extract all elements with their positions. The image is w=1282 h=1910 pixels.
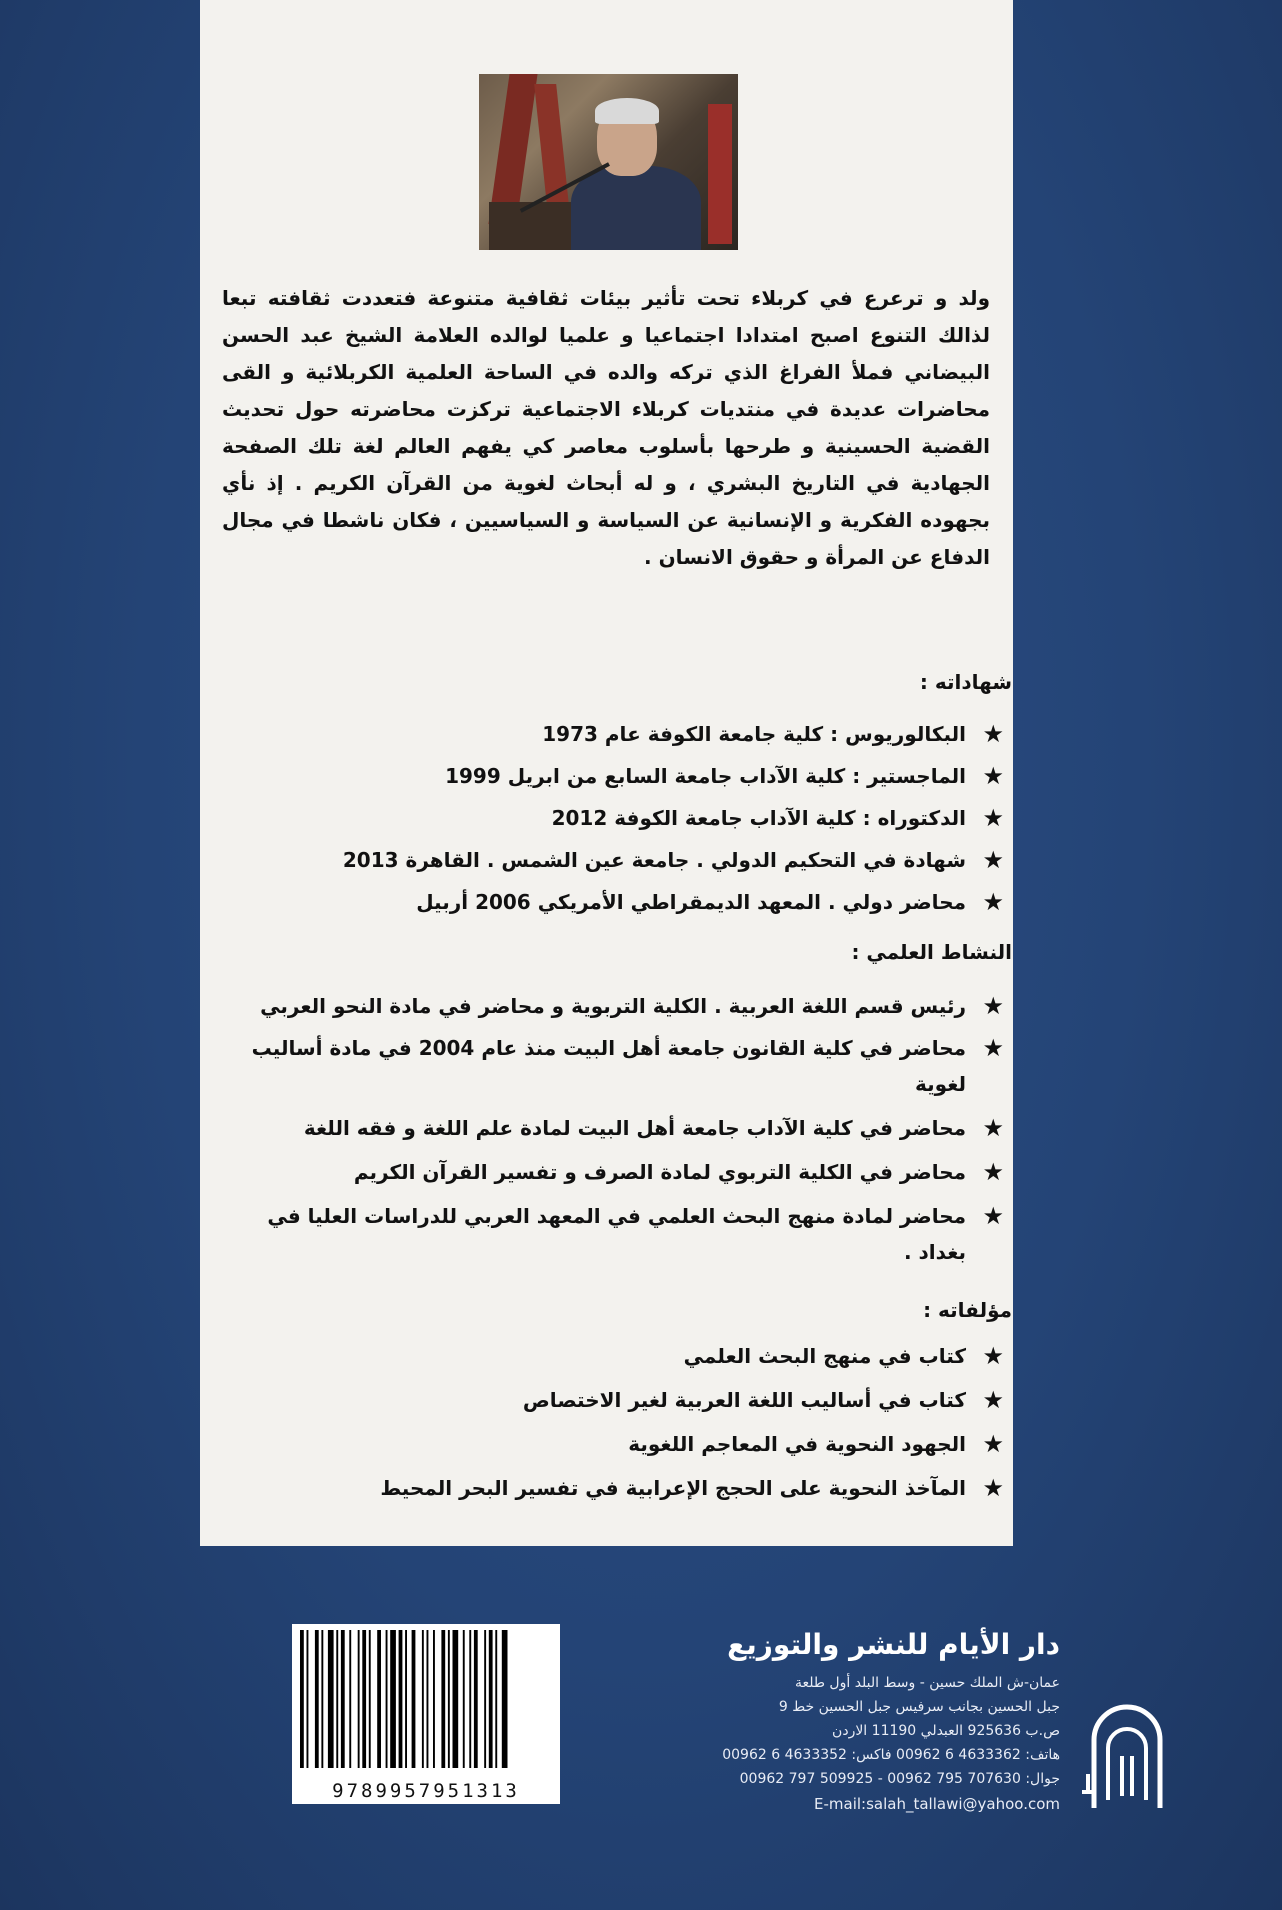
star-bullet-icon: ★ xyxy=(982,804,1004,832)
work-item: ★ كتاب في أساليب اللغة العربية لغير الاختصاص xyxy=(222,1382,1004,1418)
work-item: ★ الجهود النحوية في المعاجم اللغوية xyxy=(222,1426,1004,1462)
activity-item: ★ محاضر في كلية الآداب جامعة أهل البيت لمادة علم اللغة و فقه اللغة xyxy=(222,1110,1004,1146)
star-bullet-icon: ★ xyxy=(982,992,1004,1020)
star-bullet-icon: ★ xyxy=(982,762,1004,790)
star-bullet-icon: ★ xyxy=(982,720,1004,748)
work-item: ★ كتاب في منهج البحث العلمي xyxy=(222,1338,1004,1374)
degree-item: ★ الدكتوراه : كلية الآداب جامعة الكوفة 2012 xyxy=(222,800,1004,836)
degree-item: ★ شهادة في التحكيم الدولي . جامعة عين الشمس . القاهرة 2013 xyxy=(222,842,1004,878)
degrees-list xyxy=(222,716,1004,920)
star-bullet-icon: ★ xyxy=(982,1386,1004,1414)
star-bullet-icon: ★ xyxy=(982,1342,1004,1370)
publisher-email: E-mail:salah_tallawi@yahoo.com xyxy=(814,1795,1060,1813)
star-bullet-icon: ★ xyxy=(982,846,1004,874)
publisher-address-line2: جبل الحسين بجانب سرفيس جبل الحسين خط 9 xyxy=(778,1699,1060,1715)
works-list xyxy=(222,1338,1004,1506)
degrees-title: شهاداته : xyxy=(919,670,1012,694)
author-photo xyxy=(479,74,738,250)
author-biography: ولد و ترعرع في كربلاء تحت تأثير بيئات ثقافية متنوعة فتعددت ثقافته تبعا لذالك التنوع اصبح امتدادا اجتماعيا و علميا لوالده العلامة الشيخ عبد الحسن البيضاني فملأ الفراغ الذي تركه والده في الساحة العلمية الكربلائية و القى محاضرات عديدة في منتديات كربلاء الاجتماعية تركزت محاضرته حول تحديث القضية الحسينية و طرحها بأسلوب معاصر كي يفهم العالم لغة تلك الصفحة الجهادية في التاريخ البشري ، و له أبحاث لغوية من القرآن الكريم . إذ نأي بجهوده الفكرية و الإنسانية عن السياسة و السياسيين ، فكان ناشطا في مجال الدفاع عن المرأة و حقوق الانسان . xyxy=(222,286,990,569)
publisher-pobox: ص.ب 925636 العبدلي 11190 الاردن xyxy=(832,1723,1060,1739)
activity-item: ★ رئيس قسم اللغة العربية . الكلية التربوية و محاضر في مادة النحو العربي xyxy=(222,988,1004,1024)
publisher-logo-icon xyxy=(1082,1690,1172,1810)
activity-item: ★ محاضر لمادة منهج البحث العلمي في المعهد العربي للدراسات العليا في بغداد . xyxy=(222,1198,1004,1270)
work-item: ★ المآخذ النحوية على الحجج الإعرابية في تفسير البحر المحيط xyxy=(222,1470,1004,1506)
activity-item: ★ محاضر في الكلية التربوي لمادة الصرف و تفسير القرآن الكريم xyxy=(222,1154,1004,1190)
activity-list xyxy=(222,988,1004,1270)
degree-item: ★ الماجستير : كلية الآداب جامعة السابع من ابريل 1999 xyxy=(222,758,1004,794)
isbn-barcode xyxy=(292,1624,560,1804)
star-bullet-icon: ★ xyxy=(982,1158,1004,1186)
star-bullet-icon: ★ xyxy=(982,1034,1004,1062)
publisher-mobile: جوال: 707630 795 00962 - 509925 797 00962 xyxy=(739,1771,1060,1787)
star-bullet-icon: ★ xyxy=(982,1474,1004,1502)
works-title: مؤلفاته : xyxy=(923,1298,1012,1322)
activity-title: النشاط العلمي : xyxy=(851,940,1012,964)
publisher-phone: هاتف: 4633362 6 00962 فاكس: 4633352 6 00962 xyxy=(722,1747,1060,1763)
degree-item: ★ محاضر دولي . المعهد الديمقراطي الأمريكي 2006 أربيل xyxy=(222,884,1004,920)
star-bullet-icon: ★ xyxy=(982,1202,1004,1230)
barcode-bars-icon xyxy=(292,1624,560,1774)
star-bullet-icon: ★ xyxy=(982,1430,1004,1458)
isbn-number: 9789957951313 xyxy=(332,1780,520,1802)
degree-item: ★ البكالوريوس : كلية جامعة الكوفة عام 1973 xyxy=(222,716,1004,752)
star-bullet-icon: ★ xyxy=(982,888,1004,916)
activity-item: ★ محاضر في كلية القانون جامعة أهل البيت منذ عام 2004 في مادة أساليب لغوية xyxy=(222,1030,1004,1102)
star-bullet-icon: ★ xyxy=(982,1114,1004,1142)
publisher-name: دار الأيام للنشر والتوزيع xyxy=(727,1628,1060,1661)
publisher-address-line1: عمان-ش الملك حسين - وسط البلد أول طلعة xyxy=(794,1675,1060,1691)
